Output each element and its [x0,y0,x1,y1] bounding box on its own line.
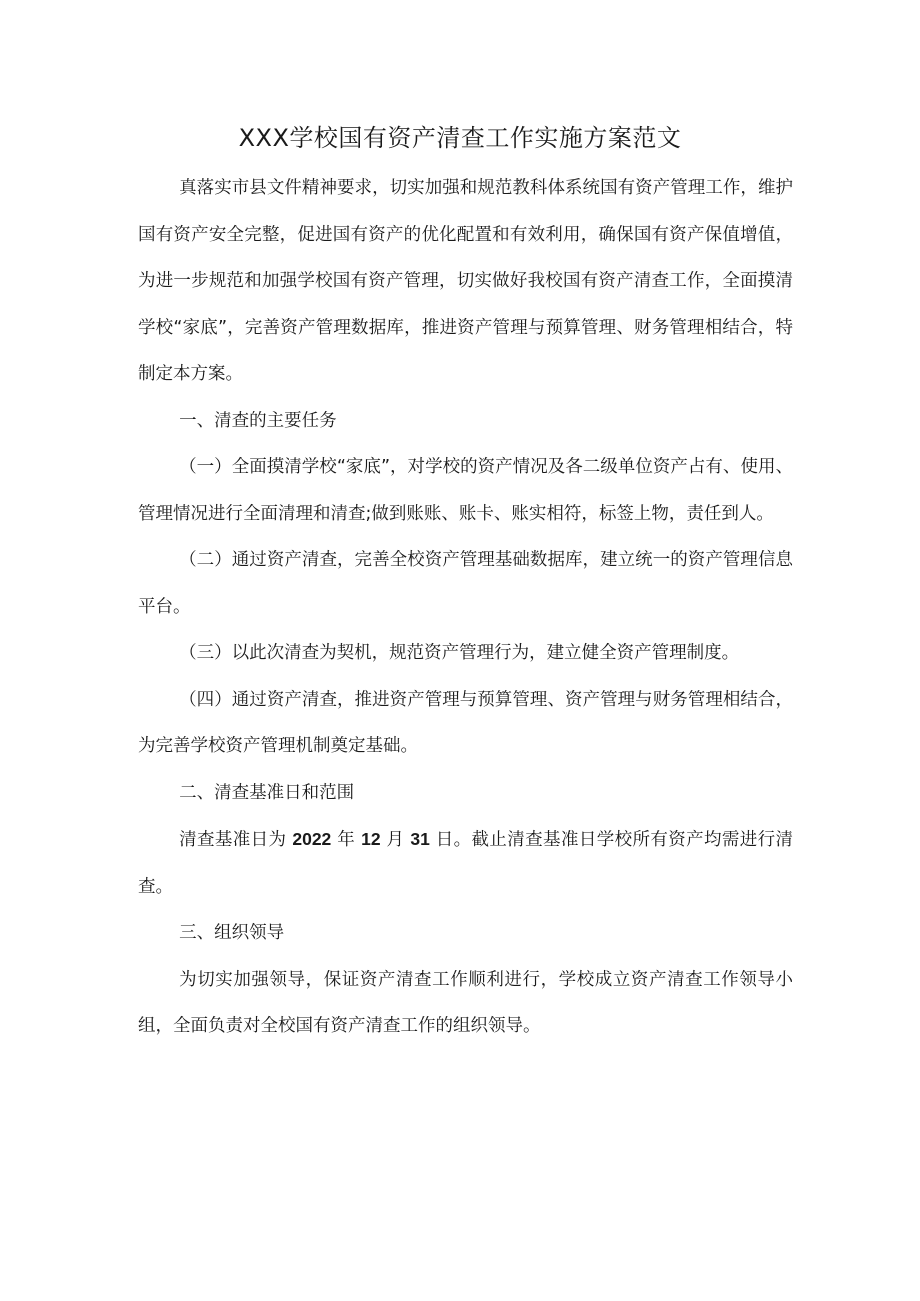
section-3-paragraph: 为切实加强领导，保证资产清查工作顺利进行，学校成立资产清查工作领导小组，全面负责对全校国有资产清查工作的组织领导。 [138,969,793,1036]
section-3-heading: 三、组织领导 [179,923,285,943]
document-body [138,165,793,1050]
base-year-unit: 年 [337,830,356,850]
base-month: 12 [361,829,381,849]
document-title: XXX学校国有资产清查工作实施方案范文 [238,124,682,152]
section-2-text-prefix: 清查基准日为 [179,830,287,850]
section-2-text-suffix: 日。截止清查基准日学校所有资产均需进行清查。 [138,830,793,897]
base-day: 31 [410,829,430,849]
base-month-unit: 月 [386,830,405,850]
section-1-item-4: （四）通过资产清查，推进资产管理与预算管理、资产管理与财务管理相结合，为完善学校资产管理机制奠定基础。 [138,689,793,756]
section-1-item-2: （二）通过资产清查，完善全校资产管理基础数据库，建立统一的资产管理信息平台。 [138,550,793,617]
section-2-heading: 二、清查基准日和范围 [179,782,355,803]
intro-paragraph: 真落实市县文件精神要求，切实加强和规范教科体系统国有资产管理工作，维护国有资产安全完整，促进国有资产的优化配置和有效利用，确保国有资产保值增值，为进一步规范和加强学校国有资产管理，切实做好我校国有资产清查工作，全面摸清学校“家底”，完善资产管理数据库，推进资产管理与预算管理、财务管理相结合，特制定本方案。 [138,178,793,384]
section-1-item-3: （三）以此次清查为契机，规范资产管理行为，建立健全资产管理制度。 [179,643,740,663]
section-2-paragraph [138,816,793,910]
section-1-heading: 一、清查的主要任务 [179,410,337,431]
section-1-item-1: （一）全面摸清学校“家底”，对学校的资产情况及各二级单位资产占有、使用、管理情况进行全面清理和清查;做到账账、账卡、账实相符，标签上物，责任到人。 [138,457,793,524]
base-year: 2022 [292,829,332,849]
